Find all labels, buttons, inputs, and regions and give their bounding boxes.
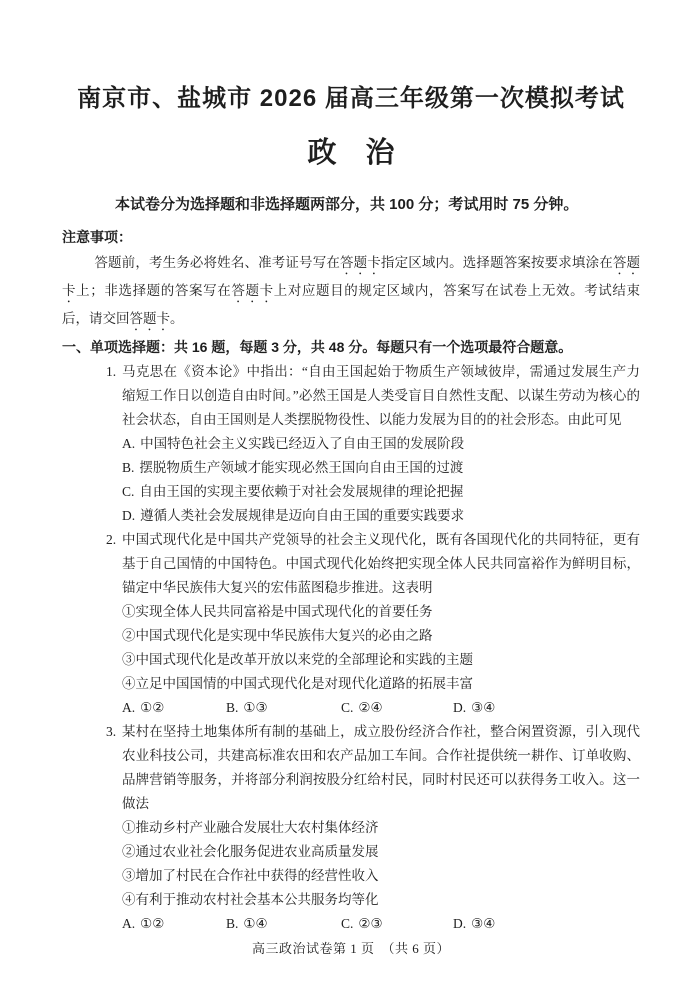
option-text: ②③	[358, 916, 383, 931]
question-3-body	[122, 720, 640, 936]
question-3-statement-2: ②通过农业社会化服务促进农业高质量发展	[122, 844, 379, 859]
question-2-option-d	[453, 696, 640, 720]
option-text: ②④	[358, 700, 383, 715]
option-label: D.	[453, 916, 467, 931]
question-2	[62, 528, 640, 720]
question-1	[62, 360, 640, 528]
option-text: 中国特色社会主义实践已经迈入了自由王国的发展阶段	[140, 436, 465, 451]
question-list	[62, 360, 640, 936]
question-3-stem: 某村在坚持土地集体所有制的基础上，成立股份经济合作社，整合闲置资源，引入现代农业科技公司，共建高标准农田和农产品加工车间。合作社提供统一耕作、订单收购、品牌营销等服务，并将部分利润按股分红给村民，同时村民还可以获得务工收入。这一做法	[122, 724, 640, 811]
notice-paragraph: 答题前，考生务必将姓名、准考证号写在答题卡指定区域内。选择题答案按要求填涂在答题卡上；非选择题的答案写在答题卡上对应题目的规定区域内，答案写在试卷上无效。考试结束后，请交回答题卡。	[62, 255, 641, 326]
question-3-option-a	[122, 912, 226, 936]
question-1-number: 1.	[106, 364, 117, 379]
option-label: D.	[453, 700, 467, 715]
subject-title: 政 治	[307, 137, 395, 169]
option-label: A.	[122, 436, 136, 451]
option-text: ③④	[471, 700, 496, 715]
question-3	[62, 720, 640, 936]
question-2-options	[122, 696, 640, 720]
exam-title: 南京市、盐城市 2026 届高三年级第一次模拟考试	[77, 85, 625, 112]
option-label: B.	[226, 700, 239, 715]
question-1-option-b	[122, 456, 640, 480]
option-text: ①②	[140, 916, 165, 931]
notice-heading: 注意事项：	[62, 229, 132, 245]
question-2-statement-3: ③中国式现代化是改革开放以来党的全部理论和实践的主题	[122, 652, 473, 667]
question-2-body	[122, 528, 640, 720]
question-1-option-c	[122, 480, 640, 504]
question-2-statement-2: ②中国式现代化是实现中华民族伟大复兴的必由之路	[122, 628, 433, 643]
option-label: C.	[341, 916, 354, 931]
question-2-option-b	[226, 696, 341, 720]
option-label: D.	[122, 508, 136, 523]
option-text: ①②	[140, 700, 165, 715]
option-label: C.	[122, 484, 135, 499]
option-label: B.	[226, 916, 239, 931]
option-text: ③④	[471, 916, 496, 931]
option-text: 摆脱物质生产领域才能实现必然王国向自由王国的过渡	[139, 460, 464, 475]
option-text: ①④	[243, 916, 268, 931]
question-3-number: 3.	[106, 724, 117, 739]
question-1-stem: 马克思在《资本论》中指出：“自由王国起始于物质生产领域彼岸，需通过发展生产力缩短工作日以创造自由时间。”必然王国是人类受盲目自然性支配、以谋生劳动为核心的社会状态，自由王国则是人类摆脱物役性、以能力发展为目的的社会形态。由此可见	[122, 364, 640, 427]
option-text: 遵循人类社会发展规律是迈向自由王国的重要实践要求	[140, 508, 465, 523]
page-footer: 高三政治试卷第 1 页 （共 6 页）	[251, 941, 450, 956]
question-1-option-d	[122, 504, 640, 528]
question-3-option-b	[226, 912, 341, 936]
exam-info: 本试卷分为选择题和非选择题两部分，共 100 分；考试用时 75 分钟。	[115, 196, 579, 213]
question-3-statement-4: ④有利于推动农村社会基本公共服务均等化	[122, 892, 379, 907]
question-3-option-c	[341, 912, 453, 936]
question-2-option-a	[122, 696, 226, 720]
question-3-option-d	[453, 912, 640, 936]
question-3-statement-1: ①推动乡村产业融合发展壮大农村集体经济	[122, 820, 379, 835]
option-label: C.	[341, 700, 354, 715]
option-label: B.	[122, 460, 135, 475]
option-text: ①③	[243, 700, 268, 715]
question-2-statements	[122, 600, 640, 696]
question-3-options	[122, 912, 640, 936]
question-2-statement-1: ①实现全体人民共同富裕是中国式现代化的首要任务	[122, 604, 433, 619]
question-3-statement-3: ③增加了村民在合作社中获得的经营性收入	[122, 868, 379, 883]
question-3-statements	[122, 816, 640, 912]
question-2-option-c	[341, 696, 453, 720]
question-1-option-a	[122, 432, 640, 456]
option-text: 自由王国的实现主要依赖于对社会发展规律的理论把握	[139, 484, 464, 499]
question-1-options	[122, 432, 640, 528]
question-2-number: 2.	[106, 532, 117, 547]
question-2-stem: 中国式现代化是中国共产党领导的社会主义现代化，既有各国现代化的共同特征，更有基于自己国情的中国特色。中国式现代化始终把实现全体人民共同富裕作为鲜明目标，锚定中华民族伟大复兴的宏伟蓝图稳步推进。这表明	[122, 532, 640, 595]
option-label: A.	[122, 916, 136, 931]
option-label: A.	[122, 700, 136, 715]
section-heading: 一、单项选择题：共 16 题，每题 3 分，共 48 分。每题只有一个选项最符合题意。	[62, 339, 573, 355]
question-2-statement-4: ④立足中国国情的中国式现代化是对现代化道路的拓展丰富	[122, 676, 473, 691]
question-1-body	[122, 360, 640, 528]
